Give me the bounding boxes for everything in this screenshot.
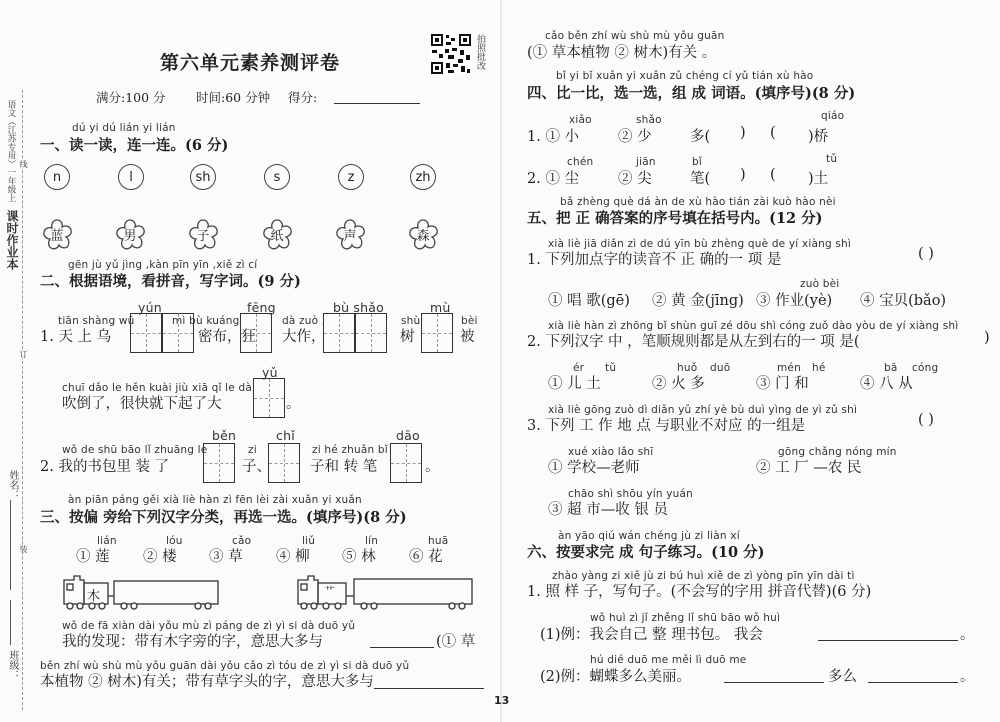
option-pinyin: lián bbox=[97, 535, 117, 547]
question-text: 吹倒了，很快就下起了大 bbox=[62, 396, 222, 412]
line-pinyin: hé bbox=[812, 362, 826, 374]
line-pinyin: ér bbox=[573, 362, 585, 374]
answer-blank[interactable] bbox=[370, 647, 434, 648]
binding-cut-line bbox=[22, 90, 23, 710]
line-pinyin: xué xiào lǎo shī bbox=[568, 446, 654, 458]
option-item: ② 火 多 bbox=[652, 376, 705, 392]
line-pinyin: chāo shì shōu yín yuán bbox=[568, 488, 694, 500]
letter-circle[interactable]: l bbox=[118, 164, 144, 190]
option-item: ② 楼 bbox=[143, 549, 177, 565]
answer-parentheses[interactable]: ) bbox=[984, 330, 990, 346]
answer-blank[interactable] bbox=[818, 640, 958, 641]
question-text: 我的发现：带有木字旁的字，意思大多与 bbox=[62, 634, 323, 650]
question-text: 被 bbox=[460, 329, 475, 345]
line-pinyin: zi hé zhuǎn bǐ bbox=[312, 444, 388, 456]
cut-line-label: 订 bbox=[19, 350, 28, 358]
line-pinyin: duō bbox=[710, 362, 731, 374]
char-flower[interactable]: 纸 bbox=[270, 228, 284, 244]
option-item: ④ 宝贝(bǎo) bbox=[860, 293, 947, 309]
char-flower[interactable]: 子 bbox=[196, 228, 210, 244]
question-text: ( bbox=[770, 125, 776, 141]
line-pinyin: gōng chǎng nóng mín bbox=[778, 446, 897, 458]
letter-circle[interactable]: sh bbox=[190, 164, 216, 190]
option-item: ① 唱 歌(gē) bbox=[548, 293, 630, 309]
question-text: (① 草 bbox=[436, 634, 476, 650]
train-radical-label: 艹 bbox=[324, 585, 335, 598]
line-pinyin: zuò bèi bbox=[800, 278, 840, 290]
line-pinyin: tiān shàng wū bbox=[58, 315, 135, 327]
question-text: ② 尖 bbox=[618, 171, 652, 187]
line-pinyin: mì bù kuáng bbox=[172, 315, 240, 327]
section-pinyin: àn yāo qiú wán chéng jù zi liàn xí bbox=[558, 530, 740, 542]
section-4-title: 四、比一比，选一选，组 成 词语。(填序号)(8 分) bbox=[527, 85, 856, 102]
question-text: 3. 下列 工 作 地 点 与职业不对应 的一组是 bbox=[527, 418, 806, 434]
option-item: ⑤ 林 bbox=[342, 549, 376, 565]
section-pinyin: bǐ yi bǐ xuǎn yi xuǎn zǔ chéng cí yǔ tián xù hào bbox=[556, 70, 814, 82]
option-item: ③ 草 bbox=[209, 549, 243, 565]
char-flower[interactable]: 男 bbox=[123, 228, 137, 244]
train-radical-label: 木 bbox=[87, 589, 101, 604]
writing-grid-box[interactable] bbox=[268, 443, 300, 483]
question-text: 密布，狂 bbox=[198, 329, 256, 345]
writing-grid-box[interactable] bbox=[162, 313, 194, 353]
class-label: 班级： bbox=[7, 650, 18, 680]
writing-grid-box[interactable] bbox=[130, 313, 162, 353]
line-pinyin: tǔ bbox=[826, 153, 838, 165]
option-item: ① 学校—老师 bbox=[548, 460, 640, 476]
question-text: 树 bbox=[400, 329, 415, 345]
answer-parentheses[interactable]: ( ) bbox=[918, 412, 934, 428]
question-text: 笔( bbox=[690, 171, 711, 187]
option-item: ④ 柳 bbox=[276, 549, 310, 565]
line-pinyin: qiáo bbox=[821, 110, 845, 122]
qr-caption: 拍照批改 bbox=[475, 34, 485, 70]
section-pinyin: àn piān páng gěi xià liè hàn zì fēn lèi zài xuǎn yi xuǎn bbox=[68, 494, 362, 506]
line-pinyin: wǒ de shū bāo lǐ zhuāng le bbox=[62, 444, 208, 456]
option-item: ③ 超 市—收 银 员 bbox=[548, 502, 668, 518]
line-pinyin: mén bbox=[777, 362, 801, 374]
line-pinyin: jiān bbox=[636, 156, 656, 168]
option-pinyin: cǎo bbox=[232, 535, 252, 547]
answer-blank[interactable] bbox=[374, 688, 484, 689]
option-pinyin: liǔ bbox=[302, 535, 316, 547]
option-pinyin: lín bbox=[365, 535, 379, 547]
question-text: )桥 bbox=[808, 129, 829, 145]
question-text: 多( bbox=[690, 129, 711, 145]
answer-pinyin: yǔ bbox=[262, 365, 278, 380]
line-pinyin: zi bbox=[248, 444, 257, 456]
question-text: ) bbox=[740, 167, 746, 183]
letter-circle[interactable]: s bbox=[264, 164, 290, 190]
book-series-label: 课时作业本 bbox=[5, 210, 19, 270]
train-answer-area[interactable] bbox=[116, 583, 212, 603]
question-text: 。 bbox=[960, 669, 975, 685]
letter-circle[interactable]: n bbox=[44, 164, 70, 190]
question-text: (2)例：蝴蝶多么美丽。 bbox=[540, 669, 692, 685]
question-text: (① 草本植物 ② 树木)有关 。 bbox=[527, 45, 717, 61]
question-text: ( bbox=[770, 167, 776, 183]
writing-grid-box[interactable] bbox=[253, 378, 285, 418]
writing-grid-box[interactable] bbox=[421, 313, 453, 353]
binding-sidebar bbox=[0, 0, 28, 722]
exam-time: 时间:60 分钟 bbox=[196, 90, 271, 105]
line-pinyin: wǒ huì zì jǐ zhěng lǐ shū bāo wǒ huì bbox=[590, 612, 781, 624]
question-text: 本植物 ② 树木)有关；带有草字头的字，意思大多与 bbox=[40, 674, 374, 690]
char-flower[interactable]: 声 bbox=[343, 228, 357, 244]
section-6-title: 六、按要求完 成 句子练习。(10 分) bbox=[527, 544, 765, 561]
cut-line-label: 装 bbox=[19, 545, 28, 553]
writing-grid-box[interactable] bbox=[390, 443, 422, 483]
line-pinyin: xià liè jiā diǎn zì de dú yīn bù zhèng què de yí xiàng shì bbox=[548, 238, 852, 250]
question-text: 1. ① 小 bbox=[527, 129, 580, 145]
question-text: 子、 bbox=[242, 459, 271, 475]
char-flower[interactable]: 蓝 bbox=[50, 228, 64, 244]
line-pinyin: zhào yàng zi xiě jù zi bú huì xiě de zì yòng pīn yīn dài tì bbox=[552, 570, 855, 582]
line-pinyin: tǔ bbox=[605, 362, 617, 374]
writing-grid-box[interactable] bbox=[355, 313, 387, 353]
line-pinyin: chuī dǎo le hěn kuài jiù xiā qǐ le dà bbox=[62, 382, 252, 394]
answer-parentheses[interactable]: ( ) bbox=[918, 246, 934, 262]
answer-blank[interactable] bbox=[868, 682, 958, 683]
answer-pinyin: fēng bbox=[247, 300, 276, 315]
option-item: ③ 门 和 bbox=[756, 376, 809, 392]
section-pinyin: dú yi dú lián yi lián bbox=[72, 122, 176, 134]
option-item: ⑥ 花 bbox=[409, 549, 443, 565]
page-divider bbox=[500, 0, 502, 722]
option-item: ② 黄 金(jīng) bbox=[652, 293, 744, 309]
line-pinyin: cóng bbox=[912, 362, 939, 374]
answer-pinyin: dāo bbox=[396, 428, 420, 443]
section-3-title: 三、按偏 旁给下列汉字分类，再选一选。(填序号)(8 分) bbox=[40, 509, 407, 526]
edition-label: 语文（江苏专用）一年级上 bbox=[6, 100, 16, 202]
score-blank[interactable] bbox=[334, 103, 420, 104]
name-blank[interactable] bbox=[10, 500, 11, 590]
line-pinyin: dà zuò , bbox=[282, 315, 326, 327]
question-text: 1. 照 样 子，写句子。(不会写的字用 拼音代替)(6 分) bbox=[527, 584, 872, 600]
line-pinyin: xià liè gōng zuò dì diǎn yǔ zhí yè bù duì yìng de yì zǔ shì bbox=[548, 404, 858, 416]
answer-pinyin: chǐ bbox=[276, 428, 295, 443]
writing-grid-box[interactable] bbox=[323, 313, 355, 353]
question-text: 子和 转 笔 bbox=[310, 459, 378, 475]
line-pinyin: xià liè hàn zì zhōng bǐ shùn guī zé dōu shì cóng zuǒ dào yòu de yí xiàng shì bbox=[548, 320, 959, 332]
qr-code-icon bbox=[430, 33, 472, 75]
line-pinyin: bǐ bbox=[692, 156, 702, 168]
question-text: 大作， bbox=[282, 329, 326, 345]
question-text: 。 bbox=[425, 459, 440, 475]
section-pinyin: gēn jù yǔ jìng ,kàn pīn yīn ,xiě zì cí bbox=[68, 259, 258, 271]
section-pinyin: bǎ zhèng què dá àn de xù hào tián zài kuò hào nèi bbox=[560, 196, 836, 208]
char-flower[interactable]: 森 bbox=[416, 228, 430, 244]
answer-pinyin: mù bbox=[430, 300, 451, 315]
writing-grid-box[interactable] bbox=[240, 313, 272, 353]
page-number: 13 bbox=[494, 694, 510, 707]
option-item: ③ 作业(yè) bbox=[756, 293, 833, 309]
line-pinyin: huǒ bbox=[677, 362, 698, 374]
writing-grid-box[interactable] bbox=[203, 443, 235, 483]
letter-circle[interactable]: zh bbox=[410, 164, 436, 190]
question-text: 1. 天 上 乌 bbox=[40, 329, 112, 345]
section-1-title: 一、读一读，连一连。(6 分) bbox=[40, 137, 229, 154]
question-text: 1. 下列加点字的读音不 正 确的一 项 是 bbox=[527, 252, 782, 268]
letter-circle[interactable]: z bbox=[338, 164, 364, 190]
option-item: ① 儿 土 bbox=[548, 376, 601, 392]
question-text: (1)例：我会自己 整 理书包。 我会 bbox=[540, 627, 763, 643]
line-pinyin: shǎo bbox=[636, 114, 662, 126]
answer-pinyin: bù shǎo bbox=[333, 300, 384, 315]
line-pinyin: bā bbox=[884, 362, 898, 374]
cut-line-label: 线 bbox=[19, 160, 28, 168]
line-pinyin: chén bbox=[567, 156, 594, 168]
line-pinyin: wǒ de fā xiàn dài yǒu mù zì páng de zì yì si dà duō yǔ bbox=[62, 620, 356, 632]
question-text: 2. 我的书包里 装 了 bbox=[40, 459, 170, 475]
question-text: 2. ① 尘 bbox=[527, 171, 580, 187]
line-pinyin: cǎo běn zhí wù shù mù yǒu guān bbox=[545, 30, 725, 42]
train-answer-area[interactable] bbox=[356, 581, 468, 603]
page-title: 第六单元素养测评卷 bbox=[160, 52, 341, 74]
section-2-title: 二、根据语境，看拼音，写字词。(9 分) bbox=[40, 273, 301, 290]
question-text: 2. 下列汉字 中 ，笔顺规则都是从左到右的一 项 是( bbox=[527, 334, 860, 350]
option-pinyin: huā bbox=[428, 535, 449, 547]
student-name-label: 姓名： bbox=[7, 470, 18, 500]
line-pinyin: bèi bbox=[461, 315, 478, 327]
answer-pinyin: yún bbox=[138, 300, 162, 315]
answer-pinyin: běn bbox=[212, 428, 237, 443]
question-text: 多么 bbox=[828, 669, 857, 685]
option-item: ② 工 厂 —农 民 bbox=[756, 460, 862, 476]
question-text: 。 bbox=[960, 627, 975, 643]
answer-blank[interactable] bbox=[724, 682, 824, 683]
score-label: 得分: bbox=[288, 90, 318, 105]
option-pinyin: lóu bbox=[166, 535, 183, 547]
option-item: ④ 八 从 bbox=[860, 376, 913, 392]
question-text: 。 bbox=[286, 396, 301, 412]
question-text: )土 bbox=[808, 171, 829, 187]
class-blank[interactable] bbox=[10, 600, 11, 645]
section-5-title: 五、把 正 确答案的序号填在括号内。(12 分) bbox=[527, 210, 823, 227]
line-pinyin: xiǎo bbox=[569, 114, 592, 126]
question-text: ) bbox=[740, 125, 746, 141]
line-pinyin: běn zhí wù shù mù yǒu guān dài yǒu cǎo zì tóu de zì yì si dà duō yǔ bbox=[40, 660, 410, 672]
line-pinyin: hú dié duō me měi lì duō me bbox=[590, 654, 747, 666]
total-score: 满分:100 分 bbox=[96, 90, 166, 105]
option-item: ① 莲 bbox=[76, 549, 110, 565]
question-text: ② 少 bbox=[618, 129, 652, 145]
line-pinyin: shù bbox=[401, 315, 421, 327]
